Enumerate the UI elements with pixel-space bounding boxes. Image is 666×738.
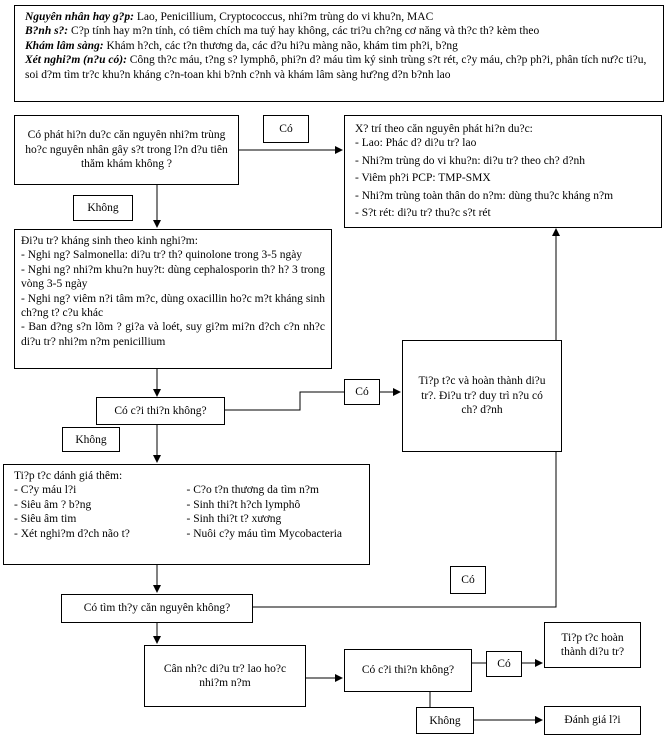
- no-label-1: Không: [73, 195, 133, 221]
- continue-treatment-box: [402, 340, 562, 452]
- list-item: - Nghi ng? Salmonella: di?u tr? th? quinolone trong 3-5 ngày: [21, 249, 303, 262]
- empiric-antibiotic-box: [14, 229, 332, 369]
- header-line-history: [25, 24, 653, 38]
- yes-label-2: Có: [344, 379, 380, 405]
- empiric-antibiotic-list: [21, 248, 325, 349]
- header-tests-text: Công th?c máu, t?ng s? lymphô, phi?n d? máu tìm ký sinh trùng s?t rét, c?y máu, ch?p ph?i, phân tích nư?c ti?u, soi d?m tìm tr?c khu?n kháng c?n-toan khi b?nh c?nh và khám lâm sàng hư?ng d?n b?nh lao: [25, 54, 647, 81]
- list-item: - Xét nghi?m d?ch não t?: [14, 527, 130, 540]
- treatment-by-cause-list: [355, 136, 651, 220]
- list-item: - Viêm ph?i PCP: TMP-SMX: [355, 172, 491, 185]
- continue-treatment-text: Ti?p t?c và hoàn thành di?u tr?. Ði?u tr? duy trì n?u có ch? d?nh: [418, 375, 546, 417]
- header-line-tests: [25, 53, 653, 82]
- question-improved-1: [96, 397, 225, 425]
- list-item: - C?y máu l?i: [14, 484, 77, 497]
- list-item: - Lao: Phác d? di?u tr? lao: [355, 137, 477, 150]
- list-item: - Nuôi c?y máu tìm Mycobacteria: [186, 527, 343, 540]
- header-tests-label: Xét nghi?m (n?u có):: [25, 54, 127, 67]
- no-label-2: Không: [62, 427, 120, 452]
- further-evaluation-left-list: [14, 483, 187, 541]
- list-item: - Siêu âm ? b?ng: [14, 498, 92, 511]
- treatment-by-cause-title: X? trí theo căn nguyên phát hi?n du?c:: [355, 123, 533, 135]
- treatment-by-cause-box: [344, 115, 662, 228]
- header-line-exam: [25, 39, 653, 53]
- question-improved-2: [344, 649, 472, 692]
- yes-label-3: Có: [450, 566, 486, 594]
- list-item: - Nhi?m trùng do vi khu?n: di?u tr? theo ch? d?nh: [355, 154, 585, 167]
- consider-tb-fungal-text: Cân nh?c di?u tr? lao ho?c nhi?m n?m: [163, 662, 287, 689]
- list-item: - Ban d?ng s?n lõm ? gi?a và loét, suy gi?m mi?n d?ch c?n nh?c di?u tr? nhi?m n?m penicillium: [21, 321, 325, 348]
- list-item: - Nhi?m trùng toàn thân do n?m: dùng thu?c kháng n?m: [355, 189, 614, 202]
- list-item: - Sinh thi?t t? xương: [186, 513, 282, 526]
- header-line-cause: [25, 10, 653, 24]
- empiric-antibiotic-title: Ði?u tr? kháng sinh theo kinh nghi?m:: [21, 235, 198, 247]
- reassess-box: [544, 706, 641, 735]
- question-cause-found-first-visit: [14, 115, 239, 185]
- yes-label-1: Có: [263, 115, 309, 143]
- finish-treatment-box: [544, 622, 641, 668]
- list-item: - Sinh thi?t h?ch lymphô: [186, 498, 301, 511]
- question-cause-found-2-text: Có tìm th?y căn nguyên không?: [83, 602, 231, 615]
- header-box: [14, 5, 664, 102]
- further-evaluation-columns: [14, 483, 359, 541]
- header-exam-text: Khám h?ch, các t?n thương da, các d?u hi?u màng não, khám tim ph?i, b?ng: [103, 39, 458, 52]
- consider-tb-fungal-box: [144, 645, 306, 707]
- header-history-label: B?nh s?:: [25, 25, 69, 38]
- no-label-4: Không: [416, 707, 474, 734]
- further-evaluation-title: Ti?p t?c dánh giá thêm:: [14, 470, 123, 482]
- reassess-text: Ðánh giá l?i: [564, 714, 621, 727]
- header-exam-label: Khám lâm sàng:: [25, 39, 104, 52]
- list-item: - S?t rét: di?u tr? thu?c s?t rét: [355, 206, 491, 219]
- header-cause-text: Lao, Penicillium, Cryptococcus, nhi?m trùng do vi khu?n, MAC: [133, 11, 434, 23]
- question-cause-found: [61, 594, 253, 623]
- yes-label-4: Có: [486, 651, 522, 677]
- list-item: - Nghi ng? viêm n?i tâm m?c, dùng oxacillin ho?c m?t kháng sinh ch?ng t? c?u khác: [21, 292, 325, 319]
- question-improved-1-text: Có c?i thi?n không?: [114, 404, 207, 417]
- header-history-text: C?p tính hay m?n tính, có tiêm chích ma tuý hay không, các tri?u ch?ng cơ năng và th?c th? kèm theo: [68, 25, 540, 38]
- header-cause-label: Nguyên nhân hay g?p:: [25, 11, 134, 23]
- question-improved-2-text: Có c?i thi?n không?: [361, 664, 455, 677]
- question-cause-found-text: Có phát hi?n du?c căn nguyên nhi?m trùng ho?c nguyên nhân gây s?t trong l?n d?u tiên thăm khám không ?: [25, 129, 228, 171]
- list-item: - Nghi ng? nhi?m khu?n huy?t: dùng cephalosporin th? h? 3 trong vòng 3-5 ngày: [21, 263, 325, 291]
- finish-treatment-text: Ti?p t?c hoàn thành di?u tr?: [560, 631, 625, 658]
- list-item: - Siêu âm tim: [14, 513, 77, 526]
- list-item: - C?o t?n thương da tìm n?m: [186, 484, 319, 497]
- further-evaluation-right-list: [187, 483, 360, 541]
- further-evaluation-box: [3, 464, 370, 565]
